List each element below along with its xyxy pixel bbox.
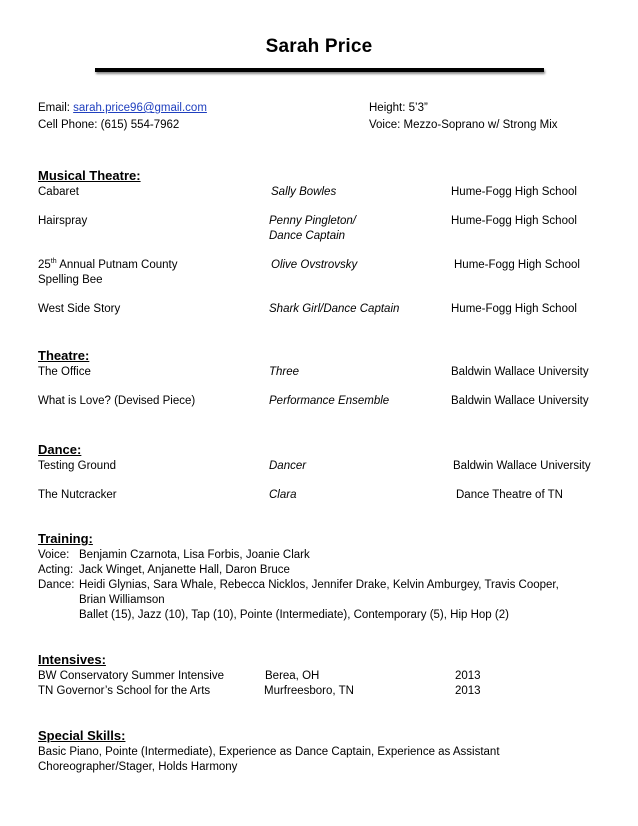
dance-heading: Dance: (38, 442, 82, 457)
header-divider (95, 68, 544, 72)
show-title: What is Love? (Devised Piece) (38, 395, 196, 407)
intensive-location: Berea, OH (265, 670, 320, 682)
show-title: Hairspray (38, 215, 88, 227)
training-heading: Training: (38, 531, 93, 546)
intensive-name: BW Conservatory Summer Intensive (38, 670, 224, 682)
intensive-location: Murfreesboro, TN (264, 685, 354, 697)
show-number: 25 (38, 259, 51, 271)
phone-line: Cell Phone: (615) 554-7962 (38, 119, 180, 131)
musical-theatre-heading: Musical Theatre: (38, 168, 141, 183)
role: Penny Pingleton/ (269, 215, 356, 227)
venue: Hume-Fogg High School (451, 215, 577, 227)
venue: Hume-Fogg High School (454, 259, 580, 271)
venue: Hume-Fogg High School (451, 186, 577, 198)
show-title: The Office (38, 366, 91, 378)
role: Shark Girl/Dance Captain (269, 303, 400, 315)
venue: Baldwin Wallace University (453, 460, 591, 472)
intensives-heading: Intensives: (38, 652, 106, 667)
show-ordinal: th (50, 258, 57, 266)
training-label: Acting: (38, 564, 74, 576)
venue: Baldwin Wallace University (451, 395, 589, 407)
role: Performance Ensemble (269, 395, 390, 407)
email-label: Email: (38, 102, 70, 114)
training-voice (38, 548, 310, 562)
training-teachers: Heidi Glynias, Sara Whale, Rebecca Nicklos, Jennifer Drake, Kelvin Amburgey, Travis Cooper, (79, 579, 559, 591)
training-acting (38, 563, 290, 577)
theatre-heading: Theatre: (38, 348, 90, 363)
role: Olive Ovstrovsky (271, 259, 358, 271)
resume-name: Sarah Price (265, 36, 373, 57)
training-dance-continued: Brian Williamson (79, 594, 165, 606)
training-label: Dance: (38, 579, 75, 591)
training-dance (38, 578, 559, 592)
show-title: West Side Story (38, 303, 121, 315)
show-title (38, 258, 177, 272)
special-skills-line: Choreographer/Stager, Holds Harmony (38, 761, 238, 773)
venue: Hume-Fogg High School (451, 303, 577, 315)
show-title-text: Annual Putnam County (59, 259, 178, 271)
training-dance-styles: Ballet (15), Jazz (10), Tap (10), Pointe (Intermediate), Contemporary (5), Hip Hop (2) (79, 609, 509, 621)
role: Three (269, 366, 300, 378)
show-title: The Nutcracker (38, 489, 117, 501)
special-skills-line: Basic Piano, Pointe (Intermediate), Experience as Dance Captain, Experience as Assistant (38, 746, 500, 758)
role: Clara (269, 489, 297, 501)
height-line: Height: 5’3” (369, 102, 428, 114)
show-title-continued: Spelling Bee (38, 274, 103, 286)
special-skills-heading: Special Skills: (38, 728, 126, 743)
venue: Dance Theatre of TN (456, 489, 563, 501)
show-title: Testing Ground (38, 460, 116, 472)
show-title: Cabaret (38, 186, 79, 198)
role-continued: Dance Captain (269, 230, 346, 242)
training-label: Voice: (38, 549, 70, 561)
role: Sally Bowles (271, 186, 337, 198)
role: Dancer (269, 460, 307, 472)
intensive-year: 2013 (455, 685, 481, 697)
email-link[interactable]: sarah.price96@gmail.com (73, 102, 207, 114)
intensive-year: 2013 (455, 670, 481, 682)
venue: Baldwin Wallace University (451, 366, 589, 378)
intensive-name: TN Governor’s School for the Arts (38, 685, 211, 697)
training-teachers: Jack Winget, Anjanette Hall, Daron Bruce (79, 564, 290, 576)
email-line (38, 101, 207, 115)
training-teachers: Benjamin Czarnota, Lisa Forbis, Joanie Clark (79, 549, 310, 561)
voice-line: Voice: Mezzo-Soprano w/ Strong Mix (369, 119, 558, 131)
